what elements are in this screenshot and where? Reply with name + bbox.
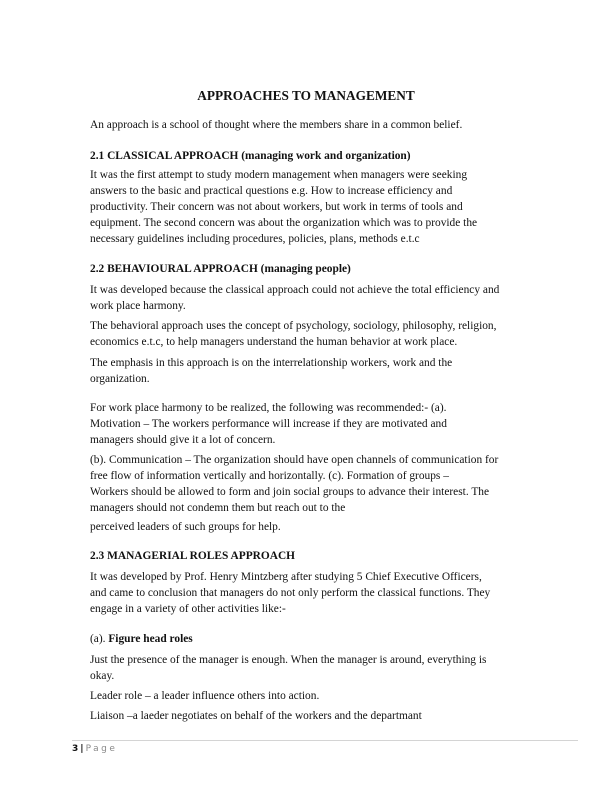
paragraph-line: Just the presence of the manager is enough. When the manager is around, everything is (90, 654, 487, 666)
paragraph-line: The behavioral approach uses the concept of psychology, sociology, philosophy, religion, (90, 320, 497, 332)
paragraph-line: The emphasis in this approach is on the interrelationship workers, work and the (90, 357, 453, 369)
paragraph-line: For work place harmony to be realized, the following was recommended:- (a). (90, 402, 447, 414)
paragraph-line: and came to conclusion that managers do not only perform the classical functions. They (90, 587, 491, 599)
subheading-text: Figure head roles (108, 633, 193, 645)
paragraph-line: It was the first attempt to study modern management when managers were seeking (90, 169, 468, 181)
section-heading-classical: 2.1 CLASSICAL APPROACH (managing work and organization) (90, 150, 411, 162)
section-heading-managerial-roles: 2.3 MANAGERIAL ROLES APPROACH (90, 550, 296, 562)
paragraph-line: organization. (90, 373, 150, 385)
page-footer (72, 744, 117, 754)
footer-separator: | (80, 744, 84, 754)
paragraph-line: Liaison –a laeder negotiates on behalf of the workers and the departmant (90, 710, 422, 722)
paragraph-line: productivity. Their concern was not about workers, but work in terms of tools and (90, 201, 463, 213)
paragraph-line: economics e.t.c, to help managers understand the human behavior at work place. (90, 336, 458, 348)
paragraph-line: answers to the basic and practical questions e.g. How to increase efficiency and (90, 185, 453, 197)
paragraph-line: necessary guidelines including procedures, policies, plans, methods e.t.c (90, 233, 420, 245)
page-title: APPROACHES TO MANAGEMENT (197, 88, 415, 103)
paragraph-line: (b). Communication – The organization should have open channels of communication for (90, 454, 499, 466)
paragraph-line: free flow of information vertically and horizontally. (c). Formation of groups – (90, 470, 449, 482)
paragraph-line: It was developed by Prof. Henry Mintzberg after studying 5 Chief Executive Officers, (90, 571, 482, 583)
subheading-prefix: (a). (90, 633, 109, 645)
page-label: Page (85, 744, 118, 754)
paragraph-line: work place harmony. (90, 300, 186, 312)
paragraph-line: Motivation – The workers performance will increase if they are motivated and (90, 418, 447, 430)
paragraph-line: managers should give it a lot of concern. (90, 434, 276, 446)
footer-divider (72, 740, 578, 741)
paragraph-line: perceived leaders of such groups for help. (90, 521, 281, 533)
paragraph-line: Leader role – a leader influence others into action. (90, 690, 320, 702)
section-heading-behavioural: 2.2 BEHAVIOURAL APPROACH (managing people) (90, 263, 351, 275)
intro-paragraph: An approach is a school of thought where the members share in a common belief. (90, 119, 463, 131)
paragraph-line: Workers should be allowed to form and join social groups to advance their interest. The (90, 486, 490, 498)
paragraph-line: engage in a variety of other activities like:- (90, 603, 286, 615)
paragraph-line: managers should not condemn them but reach out to the (90, 502, 346, 514)
paragraph-line: equipment. The second concern was about the organization which was to provide the (90, 217, 478, 229)
page-number: 3 (72, 744, 79, 754)
paragraph-line: It was developed because the classical approach could not achieve the total efficiency and (90, 284, 500, 296)
paragraph-line: okay. (90, 670, 115, 682)
subheading-figure-head-roles (90, 631, 193, 647)
